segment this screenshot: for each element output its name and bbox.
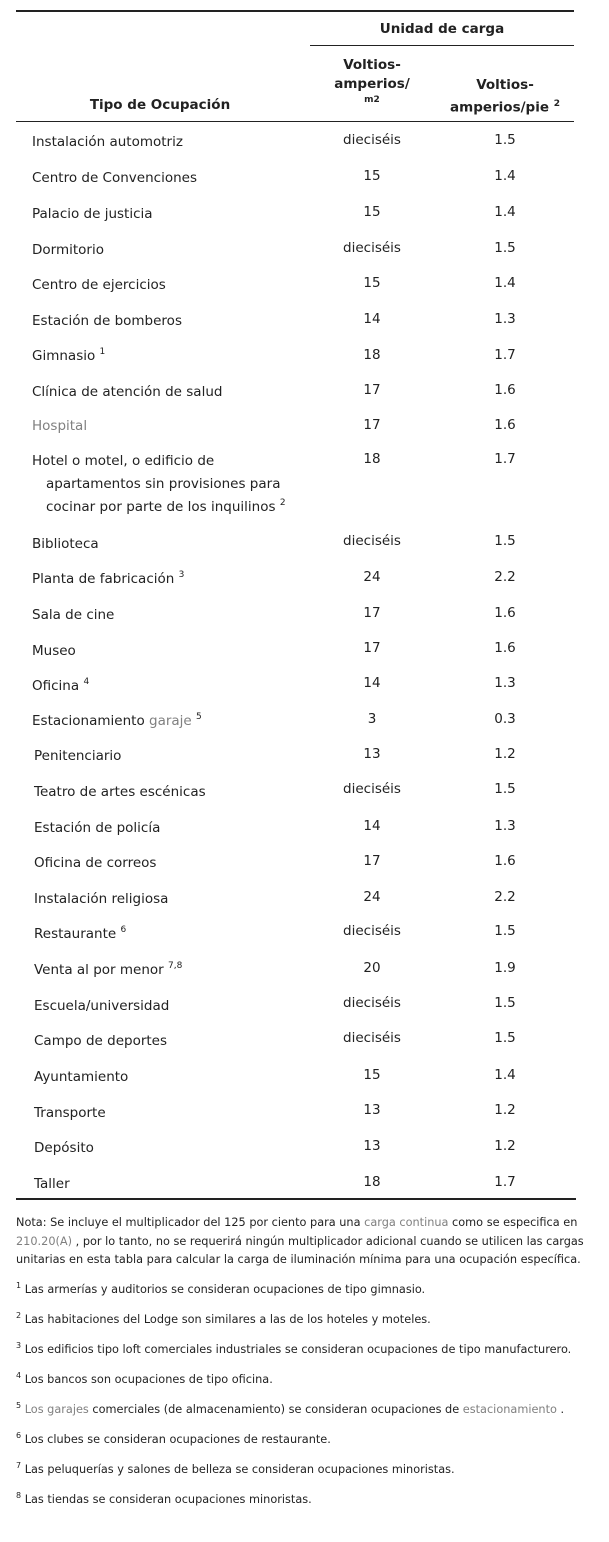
footnote-text: Los clubes se consideran ocupaciones de restaurante. [24,1433,331,1446]
value-va-m2: 17 [363,853,381,869]
footnote-number: 8 [16,1491,22,1500]
occupancy-name-text: Sala de cine [32,607,115,623]
occupancy-name [32,274,302,297]
value-va-ft2: 1.4 [494,275,516,291]
value-va-m2: 14 [363,311,381,327]
occupancy-name-text: Transporte [34,1105,106,1121]
note-suffix: , por lo tanto, no se requerirá ningún multiplicador adicional cuando se utilicen las cargas unitarias en esta tabla para calcular la carga de iluminación mínima para una ocupación específica. [16,1234,584,1266]
occupancy-name-text: Hospital [32,418,88,434]
occupancy-name-text: Planta de fabricación [32,571,175,587]
value-va-m2: 17 [363,640,381,656]
occupancy-name [32,533,302,556]
value-va-ft2: 1.4 [494,204,516,220]
col-header-va-ft2-line1: Voltios- [476,77,534,93]
value-va-ft2: 1.3 [494,675,516,691]
occupancy-name [32,167,302,190]
occupancy-name-line: apartamentos sin provisiones para [46,476,281,492]
occupancy-name [32,710,302,733]
occupancy-name [32,203,302,226]
footnote-link[interactable]: Los garajes [24,1403,89,1416]
occupancy-name [34,781,304,804]
col-header-va-ft2-line2 [440,95,570,118]
value-va-m2: dieciséis [343,995,401,1011]
footnote-ref: 7,8 [168,961,183,971]
top-rule [16,10,574,12]
value-va-ft2: 1.7 [494,347,516,363]
value-va-ft2: 1.5 [494,132,516,148]
footnote-number: 4 [16,1371,22,1380]
value-va-ft2: 1.9 [494,960,516,976]
value-va-ft2: 1.6 [494,382,516,398]
occupancy-name [34,1102,304,1125]
occupancy-name-text: Clínica de atención de salud [32,384,223,400]
occupancy-name-text: Biblioteca [32,536,99,552]
bottom-rule [16,1198,576,1200]
value-va-m2: 15 [363,1067,381,1083]
value-va-ft2: 1.5 [494,995,516,1011]
occupancy-name [32,345,302,368]
value-va-m2: 24 [363,889,381,905]
footnote-ref: 3 [178,570,185,580]
value-va-ft2: 2.2 [494,889,516,905]
occupancy-name [34,995,304,1018]
footnote-ref: 2 [279,498,286,508]
value-va-m2: 13 [363,1102,381,1118]
footnote-text: Las armerías y auditorios se consideran ocupaciones de tipo gimnasio. [24,1283,426,1296]
value-va-ft2: 1.5 [494,1030,516,1046]
occupancy-name-text: Museo [32,643,76,659]
value-va-m2: 24 [363,569,381,585]
value-va-ft2: 0.3 [494,711,516,727]
occupancy-name-text: Centro de ejercicios [32,277,166,293]
value-va-m2: 15 [363,275,381,291]
occupancy-name [32,604,302,627]
occupancy-name [34,745,304,768]
footnote-text: Los edificios tipo loft comerciales industriales se consideran ocupaciones de tipo manufacturero. [24,1343,572,1356]
occupancy-name [32,450,302,519]
occupancy-name-text: Restaurante [34,926,117,942]
occupancy-name [34,1066,304,1089]
col-header-va-m2-unit: m2 [364,95,380,105]
occupancy-name-text: Estación de policía [34,820,161,836]
occupancy-name-text: Dormitorio [32,242,104,258]
value-va-ft2: 2.2 [494,569,516,585]
occupancy-name [32,640,302,663]
occupancy-name [32,568,302,591]
value-va-m2: 15 [363,168,381,184]
occupancy-name-text: Escuela/universidad [34,998,170,1014]
occupancy-name-text: Gimnasio [32,348,96,364]
occupancy-name [32,310,302,333]
value-va-m2: dieciséis [343,132,401,148]
value-va-ft2: 1.2 [494,1138,516,1154]
footnote-tail: . [556,1403,565,1416]
value-va-m2: 20 [363,960,381,976]
value-va-ft2: 1.5 [494,533,516,549]
value-va-ft2: 1.6 [494,605,516,621]
note-mid: como se especifica en [448,1216,578,1229]
footnote-2 [16,1311,586,1330]
occupancy-name-text: Palacio de justicia [32,206,153,222]
value-va-ft2: 1.3 [494,818,516,834]
value-va-ft2: 1.6 [494,853,516,869]
group-rule [310,45,574,46]
value-va-m2: 14 [363,675,381,691]
occupancy-name-text: Centro de Convenciones [32,170,197,186]
value-va-m2: 15 [363,204,381,220]
occupancy-name-text: Campo de deportes [34,1033,168,1049]
footnote-text: Los bancos son ocupaciones de tipo oficina. [24,1373,273,1386]
value-va-m2: 14 [363,818,381,834]
col-header-va-m2-line1: Voltios- [343,57,401,73]
value-va-ft2: 1.5 [494,781,516,797]
value-va-m2: dieciséis [343,781,401,797]
footnote-8 [16,1491,586,1510]
value-va-m2: dieciséis [343,240,401,256]
value-va-ft2: 1.4 [494,168,516,184]
occupancy-name [32,239,302,262]
occupancy-name [34,1173,304,1196]
col-header-va-ft2-text: amperios/pie [450,99,549,116]
footnote-number: 2 [16,1311,22,1320]
value-va-m2: 13 [363,1138,381,1154]
footnote-ref: 5 [196,712,202,722]
occupancy-name-text: Penitenciario [34,748,122,764]
occupancy-name [34,888,304,911]
footnote-5 [16,1401,586,1420]
occupancy-name-text: Instalación automotriz [32,134,183,150]
value-va-m2: 18 [363,451,381,467]
occupancy-name [32,415,302,438]
col-header-occupancy: Tipo de Ocupación [89,97,231,113]
footnote-text: comerciales (de almacenamiento) se consideran ocupaciones de [88,1403,463,1416]
footnote-text: Las tiendas se consideran ocupaciones minoristas. [24,1493,312,1506]
occupancy-name-text: Teatro de artes escénicas [34,784,206,800]
footnote-7 [16,1461,586,1480]
occupancy-name [34,1137,304,1160]
footnote-3 [16,1341,586,1360]
value-va-ft2: 1.6 [494,417,516,433]
footnote-number: 3 [16,1341,22,1350]
occupancy-name-text: Venta al por menor [34,962,164,978]
footnote-number: 6 [16,1431,22,1440]
header-rule [16,121,574,122]
value-va-m2: 17 [363,382,381,398]
value-va-m2: dieciséis [343,1030,401,1046]
occupancy-name [32,675,302,698]
occupancy-name-line: cocinar por parte de los inquilinos $^2$ [46,498,286,515]
value-va-m2: dieciséis [343,533,401,549]
occupancy-name-text: Estacionamiento [32,713,145,729]
footnote-ref: 6 [120,925,127,935]
occupancy-name-text: Taller [34,1176,70,1192]
value-va-m2: 17 [363,417,381,433]
occupancy-name-text: Depósito [34,1140,94,1156]
value-va-ft2: 1.3 [494,311,516,327]
value-va-m2: dieciséis [343,923,401,939]
occupancy-name-text: Ayuntamiento [34,1069,129,1085]
note-link-section[interactable]: 210.20(A) [16,1234,73,1248]
occupancy-name [32,131,302,154]
table-note [16,1214,586,1270]
occupancy-name-text: Oficina de correos [34,855,157,871]
value-va-ft2: 1.4 [494,1067,516,1083]
value-va-ft2: 1.2 [494,746,516,762]
occupancy-name-text: Estación de bomberos [32,313,182,329]
value-va-ft2: 1.5 [494,240,516,256]
value-va-ft2: 1.2 [494,1102,516,1118]
col-header-va-m2-line2: amperios/ [334,76,410,92]
value-va-ft2: 1.5 [494,923,516,939]
occupancy-name [34,1030,304,1053]
col-header-va-ft2-sup: 2 [553,99,560,109]
col-header-va-m2 [310,56,434,106]
footnote-text: Las peluquerías y salones de belleza se consideran ocupaciones minoristas. [24,1463,455,1476]
footnote-4 [16,1371,586,1390]
footnote-6 [16,1431,586,1450]
footnote-number: 5 [16,1401,22,1410]
footnote-ref: 4 [83,677,90,687]
footnote-number: 1 [16,1281,22,1290]
occupancy-name-text: Instalación religiosa [34,891,169,907]
occupancy-name-link[interactable]: garaje [149,713,192,729]
occupancy-name [34,959,304,982]
occupancy-name [34,817,304,840]
occupancy-name [32,381,302,404]
footnote-1 [16,1281,586,1300]
value-va-m2: 18 [363,347,381,363]
occupancy-name [34,852,304,875]
footnote-ref: 1 [99,347,106,357]
occupancy-name [34,923,304,946]
value-va-m2: 13 [363,746,381,762]
value-va-m2: 3 [367,711,377,727]
col-header-va-ft2 [440,76,570,118]
footnote-number: 7 [16,1461,22,1470]
occupancy-name-line: Hotel o motel, o edificio de [32,453,215,469]
group-header: Unidad de carga [379,21,505,37]
value-va-m2: 18 [363,1174,381,1190]
note-link-continuous-load[interactable]: carga continua [364,1216,449,1229]
value-va-m2: 17 [363,605,381,621]
note-prefix: Nota: Se incluye el multiplicador del 125 por ciento para una [16,1216,365,1229]
value-va-ft2: 1.6 [494,640,516,656]
value-va-ft2: 1.7 [494,1174,516,1190]
footnote-text: Las habitaciones del Lodge son similares a las de los hoteles y moteles. [24,1313,431,1326]
value-va-ft2: 1.7 [494,451,516,467]
footnote-link[interactable]: estacionamiento [462,1403,557,1416]
occupancy-name-text: Oficina [32,678,80,694]
